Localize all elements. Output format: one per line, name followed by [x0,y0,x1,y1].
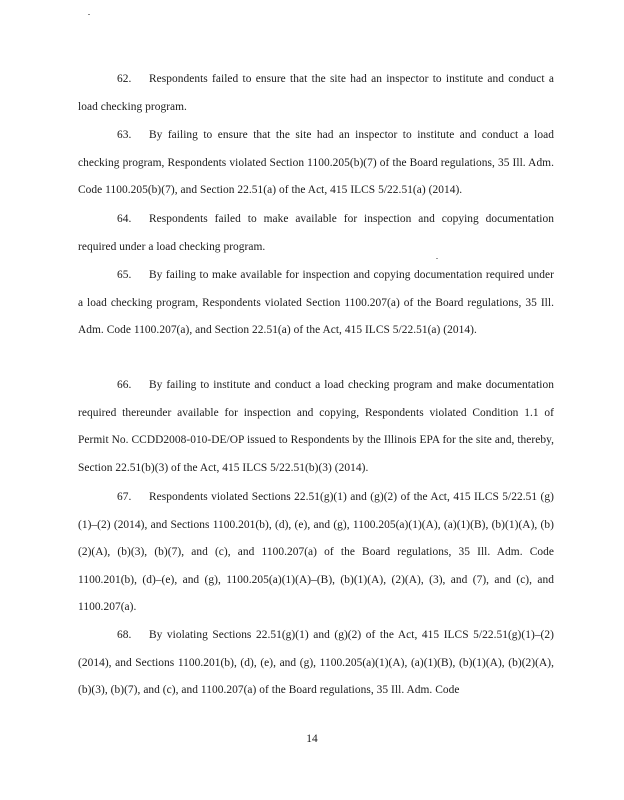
paragraph-text: By failing to make available for inspection and copying documentation required under a load checking program, Respondents violated Section 1100.207(a) of the Board regulations, 35 Ill. Adm. Code 1100.207(a), and Section 22.51(a) of the Act, 415 ILCS 5/22.51(a) (2014). [78,269,554,337]
paragraph-number: 68. [117,629,132,641]
page-number: 14 [306,733,318,745]
paragraph-number: 63. [117,129,132,141]
paragraph-62 [78,66,554,121]
paragraph-text: Respondents failed to ensure that the site had an inspector to institute and conduct a load checking program. [78,73,554,113]
paragraph-65 [78,262,554,345]
paragraph-text: Respondents violated Sections 22.51(g)(1) and (g)(2) of the Act, 415 ILCS 5/22.51 (g)(1)–(2) (2014), and Sections 1100.201(b), (d), (e), and (g), 1100.205(a)(1)(A), (a)(1)(B), (b)(1)(A), (b)(2)(A), (b)(3), (b)(7), and (c), and 1100.207(a) of the Board regulations, 35 Ill. Adm. Code 1100.201(b), (d)–(e), and (g), 1100.205(a)(1)(A)–(B), (b)(1)(A), (2)(A), (3), and (7), and (c), and 1100.207(a). [78,491,554,614]
paragraph-number: 65. [117,269,132,281]
paragraph-number: 64. [117,213,132,225]
paragraph-text: By failing to institute and conduct a load checking program and make documentation required thereunder available for inspection and copying, Respondents violated Condition 1.1 of Permit No. CCDD2008-010-DE/OP issued to Respondents by the Illinois EPA for the site and, thereby, Section 22.51(b)(3) of the Act, 415 ILCS 5/22.51(b)(3) (2014). [78,379,554,474]
paragraph-66 [78,372,554,482]
paragraph-number: 66. [117,379,132,391]
scan-speck [88,14,90,15]
paragraph-text: By failing to ensure that the site had an inspector to institute and conduct a load checking program, Respondents violated Section 1100.205(b)(7) of the Board regulations, 35 Ill. Adm. Code 1100.205(b)(7), and Section 22.51(a) of the Act, 415 ILCS 5/22.51(a) (2014). [78,129,554,197]
paragraph-number: 67. [117,491,132,503]
paragraph-64 [78,206,554,261]
paragraph-63 [78,122,554,205]
paragraph-text: Respondents failed to make available for inspection and copying documentation required under a load checking program. [78,213,554,253]
paragraph-text: By violating Sections 22.51(g)(1) and (g)(2) of the Act, 415 ILCS 5/22.51(g)(1)–(2) (2014), and Sections 1100.201(b), (d), (e), and (g), 1100.205(a)(1)(A), (a)(1)(B), (b)(1)(A), (b)(2)(A), (b)(3), (b)(7), and (c), and 1100.207(a) of the Board regulations, 35 Ill. Adm. Code [78,629,554,697]
paragraph-67 [78,484,554,622]
paragraph-68 [78,622,554,705]
paragraph-number: 62. [117,73,132,85]
